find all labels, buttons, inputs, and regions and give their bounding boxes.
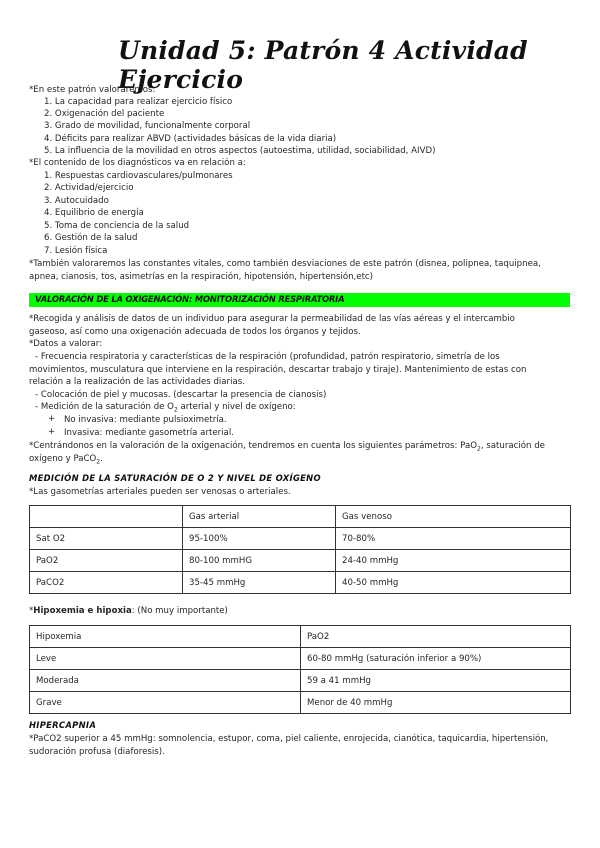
list-item: Invasiva: mediante gasometría arterial.	[64, 428, 234, 438]
table-cell: 59 a 41 mmHg	[301, 670, 571, 692]
section-heading: MEDICIÓN DE LA SATURACIÓN DE O 2 Y NIVEL DE OXÍGENO	[29, 473, 321, 483]
recogida-text: *Recogida y análisis de datos de un individuo para asegurar la permeabilidad de las vías aéreas y el intercambio	[29, 314, 515, 324]
hipercapnia-text: *PaCO2 superior a 45 mmHg: somnolencia, estupor, coma, piel caliente, enrojecida, cianótica, taquicardia, hipertensión,	[29, 734, 549, 744]
table-row	[30, 528, 571, 550]
list-item: 1. Respuestas cardiovasculares/pulmonares	[44, 171, 233, 181]
table-header-row	[30, 626, 571, 648]
centrandonos-text: *Centrándonos en la valoración de la oxigenación, tendremos en cuenta los siguientes parámetros: PaO$_2$, saturación de	[29, 441, 545, 453]
table-cell	[30, 506, 183, 528]
bullet-icon: +	[48, 427, 56, 437]
table-row	[30, 572, 571, 594]
hipoxemia-table	[29, 625, 571, 714]
table-cell: Grave	[30, 692, 301, 714]
table-cell: 40-50 mmHg	[336, 572, 571, 594]
table-row	[30, 550, 571, 572]
list-item: 2. Oxigenación del paciente	[44, 109, 165, 119]
table-row	[30, 692, 571, 714]
datos-label: *Datos a valorar:	[29, 339, 103, 349]
table-cell: 35-45 mmHg	[183, 572, 336, 594]
table-cell: 24-40 mmHg	[336, 550, 571, 572]
list-item: 1. La capacidad para realizar ejercicio físico	[44, 97, 233, 107]
centrandonos-text: oxígeno y PaCO$_2$.	[29, 454, 103, 466]
table-cell: Sat O2	[30, 528, 183, 550]
table-cell: Moderada	[30, 670, 301, 692]
table-cell: PaO2	[30, 550, 183, 572]
section-heading: HIPERCAPNIA	[29, 720, 97, 730]
table-header-row	[30, 506, 571, 528]
medicion-text: - Medición de la saturación de $O_2$ arterial y nivel de oxígeno:	[35, 402, 296, 414]
frecuencia-text: - Frecuencia respiratoria y características de la respiración (profundidad, patrón respiratorio, simetría de los	[35, 352, 500, 362]
table-row	[30, 648, 571, 670]
hipercapnia-text: sudoración profusa (diaforesis).	[29, 747, 165, 757]
table-cell: 80-100 mmHG	[183, 550, 336, 572]
frecuencia-text: relación a la realización de las actividades diarias.	[29, 377, 245, 387]
table-cell: 95-100%	[183, 528, 336, 550]
bullet-icon: +	[48, 414, 56, 424]
page-title: Unidad 5: Patrón 4 Actividad Ejercicio	[118, 36, 528, 94]
table-cell: Menor de 40 mmHg	[301, 692, 571, 714]
contenido-intro: *El contenido de los diagnósticos va en relación a:	[29, 158, 246, 168]
list-item: 5. Toma de conciencia de la salud	[44, 221, 190, 231]
list-item: 2. Actividad/ejercicio	[44, 183, 134, 193]
coloracion-text: - Colocación de piel y mucosas. (descartar la presencia de cianosis)	[35, 390, 327, 400]
intro-text: *En este patrón valoraremos:	[29, 85, 156, 95]
table-cell: Hipoxemia	[30, 626, 301, 648]
list-item: 4. Déficits para realizar ABVD (actividades básicas de la vida diaria)	[44, 134, 337, 144]
list-item: 3. Grado de movilidad, funcionalmente corporal	[44, 121, 251, 131]
list-item: 7. Lesión física	[44, 246, 108, 256]
table-cell: Leve	[30, 648, 301, 670]
list-item: 5. La influencia de la movilidad en otros aspectos (autoestima, utilidad, sociabilidad, AIVD)	[44, 146, 436, 156]
table-cell: 60-80 mmHg (saturación inferior a 90%)	[301, 648, 571, 670]
list-item: 3. Autocuidado	[44, 196, 109, 206]
constantes-text: apnea, cianosis, tos, asimetrías en la respiración, hipotensión, hipertensión,etc)	[29, 272, 374, 282]
list-item: No invasiva: mediante pulsioximetría.	[64, 415, 227, 425]
recogida-text: gaseoso, así como una oxigenación adecuada de todos los órganos y tejidos.	[29, 327, 361, 337]
table-cell: Gas arterial	[183, 506, 336, 528]
table-cell: PaCO2	[30, 572, 183, 594]
constantes-text: *También valoraremos las constantes vitales, como también desviaciones de este patrón (disnea, polipnea, taquipnea,	[29, 259, 541, 269]
frecuencia-text: movimientos, musculatura que interviene en la respiración, descartar trabajo y tiraje). Mantenimiento de estas con	[29, 365, 527, 375]
gas-note: *Las gasometrías arteriales pueden ser venosas o arteriales.	[29, 487, 291, 497]
table-cell: 70-80%	[336, 528, 571, 550]
section-heading: VALORACIÓN DE LA OXIGENACIÓN: MONITORIZACIÓN RESPIRATORIA	[35, 294, 345, 304]
table-cell: Gas venoso	[336, 506, 571, 528]
gas-table	[29, 505, 571, 594]
list-item: 4. Equilibrio de energía	[44, 208, 144, 218]
list-item: 6. Gestión de la salud	[44, 233, 138, 243]
table-cell: PaO2	[301, 626, 571, 648]
hipoxemia-heading: *Hipoxemia e hipoxia: (No muy importante)	[29, 606, 228, 616]
table-row	[30, 670, 571, 692]
section-banner	[29, 293, 570, 307]
